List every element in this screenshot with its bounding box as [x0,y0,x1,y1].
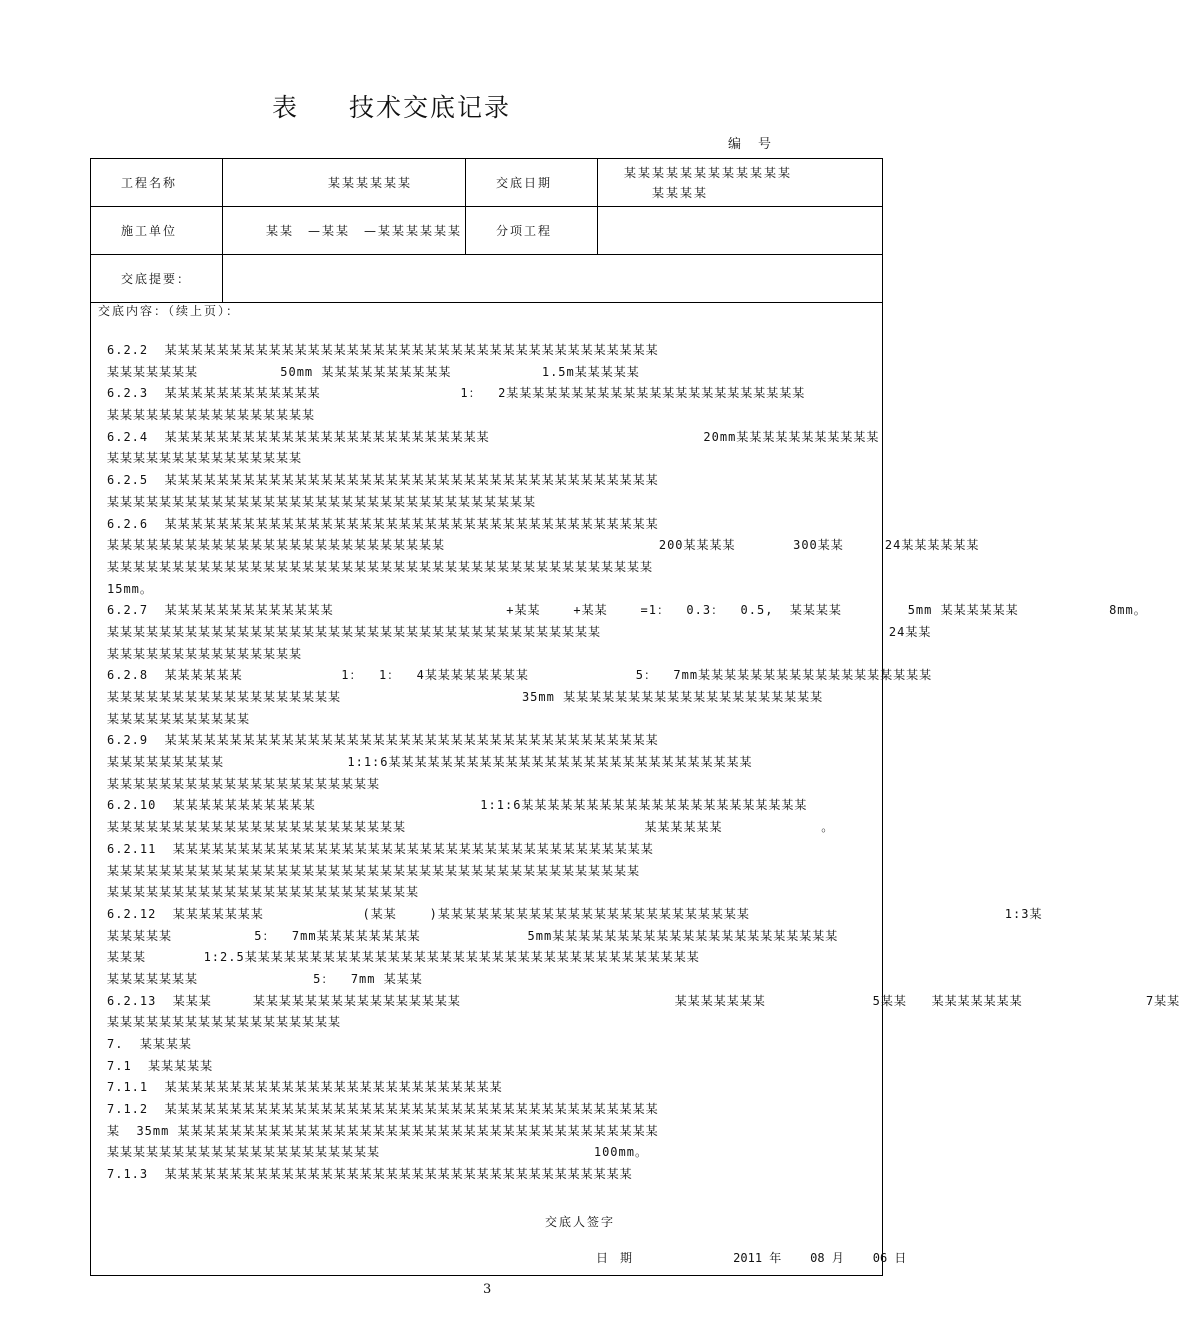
content-line: 某某某某某某某某某某某某某某某某 [107,408,316,423]
content-line: 某某某某某某某某某某某某某某某某某某 35mm 某某某某某某某某某某某某某某某某某某某某 [107,690,824,704]
content-heading: 交底内容：（续上页）： [98,304,241,318]
content-line: 某某某某某某某某某某某某某某某 [107,451,303,466]
header-row [91,255,883,303]
header-row [91,159,883,207]
content-line: 6.2.10 某某某某某某某某某某某 1:1:6某某某某某某某某某某某某某某某某某某某某某某 [107,798,808,813]
content-line: 某某某某某某某某某 1:1:6某某某某某某某某某某某某某某某某某某某某某某某某某某某某 [107,755,753,770]
content-line: 6.2.13 某某某 某某某某某某某某某某某某某某某某 某某某某某某某 5某某 某某某某某某某 7某某 [107,993,1180,1008]
content-line: 15mm。 [107,581,153,596]
content-line: 某某某某某某某某某某某 [107,711,251,726]
content-line: 某某某某某某某 5： 7mm 某某某 [107,971,423,986]
header-label: 施工单位 [91,207,223,255]
content-line: 6.2.4 某某某某某某某某某某某某某某某某某某某某某某某某某 20mm某某某某某某某某某某某 [107,429,880,444]
title-main: 技术交底记录 [349,93,512,122]
header-label: 交底日期 [466,159,598,207]
content-body [107,340,1180,1186]
content-line: 7.1 某某某某某 [107,1058,214,1073]
page-number: 3 [483,1282,492,1297]
header-label: 工程名称 [91,159,223,207]
content-line: 某某某 1:2.5某某某某某某某某某某某某某某某某某某某某某某某某某某某某某某某某某某某 [107,950,700,965]
content-line: 某某某某某某某某某某某某某某某某某某某某某某某某某某某某某某某某某 [107,494,537,509]
content-line: 6.2.12 某某某某某某某 (某某 )某某某某某某某某某某某某某某某某某某某某某某某某 1:3某 [107,906,1043,921]
content-line: 某某某某某某某某某某某某某某某某某某某某某某某某某某某某某某某某某某某某某某某某某某 [107,559,654,574]
content-line: 6.2.9 某某某某某某某某某某某某某某某某某某某某某某某某某某某某某某某某某某某某某某 [107,733,659,748]
content-line: 某某某某某某某某某某某某某某某某某某某某某某某某 [107,885,420,900]
content-line: 6.2.3 某某某某某某某某某某某某 1： 2某某某某某某某某某某某某某某某某某某某某某某某 [107,386,806,401]
content-line: 某某某某某某某某某某某某某某某某某某某某某某某 某某某某某某 。 [107,820,835,835]
content-line: 某某某某某某某某某某某某某某某 [107,646,303,661]
content-line: 6.2.11 某某某某某某某某某某某某某某某某某某某某某某某某某某某某某某某某某某某某某 [107,841,654,856]
header-value: 某某某某某某某某某某某某 某某某某 [598,159,883,207]
content-line: 某某某某某某某 50mm 某某某某某某某某某某 1.5m某某某某某 [107,364,640,379]
content-line: 某某某某某某某某某某某某某某某某某某某某某某某某某某某某某某某某某某某某某某某某某 [107,863,641,878]
content-line: 7. 某某某某 [107,1037,192,1051]
content-line: 6.2.8 某某某某某某 1： 1： 4某某某某某某某某 5： 7mm某某某某某某某某某某某某某某某某某某 [107,668,933,683]
content-line: 某某某某某某某某某某某某某某某某某某某某某某某某某某某某某某某某某某某某某某 24某某 [107,624,932,639]
content-line: 某某某某某某某某某某某某某某某某某某某某某 [107,776,381,791]
content-line: 7.1.1 某某某某某某某某某某某某某某某某某某某某某某某某某某 [107,1080,503,1095]
header-value [598,207,883,255]
signature-label: 交底人签字 [545,1215,616,1229]
header-value [223,255,883,303]
content-line: 6.2.6 某某某某某某某某某某某某某某某某某某某某某某某某某某某某某某某某某某某某某某 [107,516,659,531]
content-line: 某某某某某 5： 7mm某某某某某某某某 5mm某某某某某某某某某某某某某某某某某某某某某某 [107,928,839,943]
title-prefix: 表 [272,93,300,122]
content-line: 7.1.2 某某某某某某某某某某某某某某某某某某某某某某某某某某某某某某某某某某某某某某 [107,1102,659,1117]
content-line: 某某某某某某某某某某某某某某某某某某某某某 100mm。 [107,1145,648,1160]
header-value: 某某某某某某 [223,159,466,207]
header-row [91,207,883,255]
content-line: 某 35mm 某某某某某某某某某某某某某某某某某某某某某某某某某某某某某某某某某某某某某 [107,1123,659,1138]
record-code: 编 号 [728,137,774,152]
content-line: 6.2.7 某某某某某某某某某某某某某 +某某 +某某 =1： 0.3： 0.5, 某某某某 5mm 某某某某某某 8mm。 [107,603,1147,618]
content-line: 6.2.2 某某某某某某某某某某某某某某某某某某某某某某某某某某某某某某某某某某某某某某 [107,343,659,357]
content-line: 某某某某某某某某某某某某某某某某某某某某某某某某某某 200某某某某 300某某 24某某某某某某 [107,538,980,553]
content-line: 某某某某某某某某某某某某某某某某某某 [107,1015,342,1030]
header-label: 交底提要： [91,255,223,303]
header-label: 分项工程 [466,207,598,255]
header-value: 某某 —某某 —某某某某某某 [223,207,466,255]
date-row: 日 期 2011 年 08 月 06 日 [596,1251,907,1265]
header-table [90,158,883,303]
document-title [272,88,511,124]
content-line: 6.2.5 某某某某某某某某某某某某某某某某某某某某某某某某某某某某某某某某某某某某某某 [107,473,659,488]
content-line: 7.1.3 某某某某某某某某某某某某某某某某某某某某某某某某某某某某某某某某某某某某 [107,1167,633,1182]
